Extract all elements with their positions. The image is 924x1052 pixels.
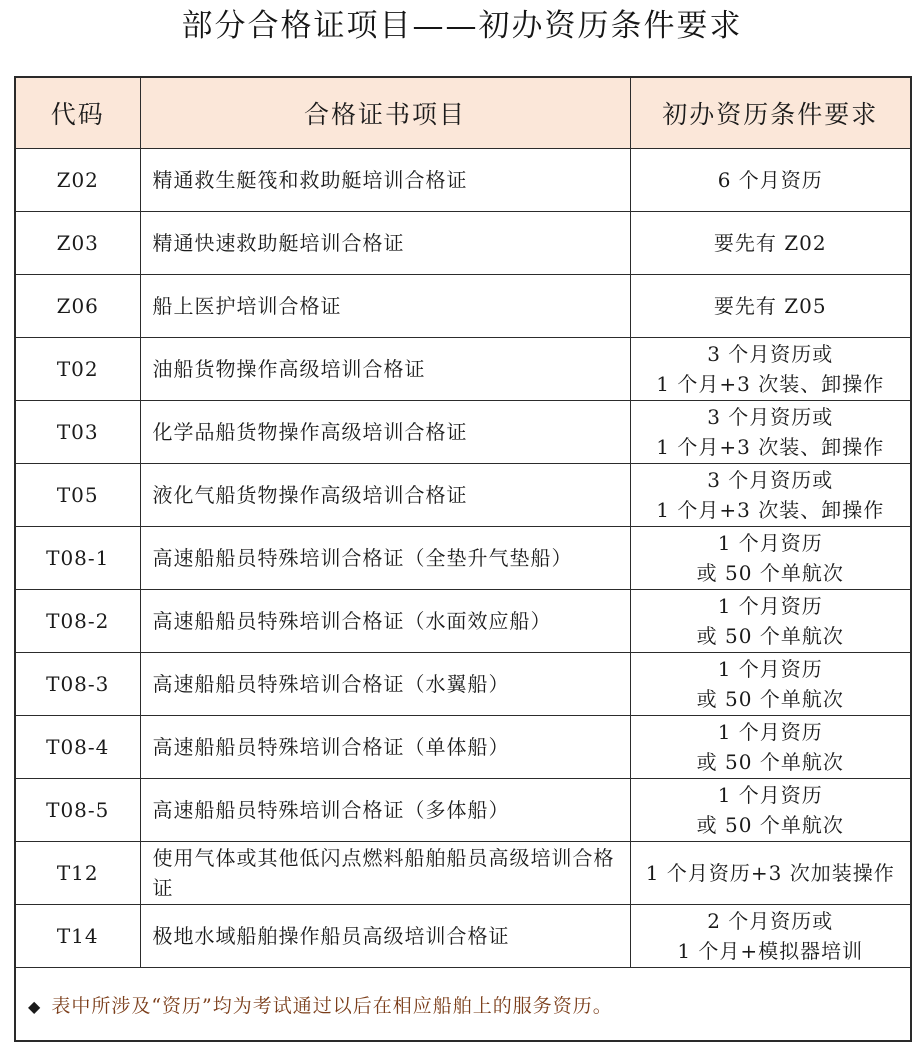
cell-code: T02 xyxy=(16,338,140,401)
requirement-line: 1 个月+模拟器培训 xyxy=(677,939,864,963)
cell-certificate-item: 使用气体或其他低闪点燃料船舶船员高级培训合格证 xyxy=(140,842,630,905)
table-row xyxy=(16,401,910,464)
cell-requirement xyxy=(630,653,910,716)
cell-requirement xyxy=(630,716,910,779)
table-row xyxy=(16,275,910,338)
cell-code: T08-4 xyxy=(16,716,140,779)
table-frame xyxy=(14,76,912,1042)
cell-requirement xyxy=(630,275,910,338)
cell-certificate-item: 极地水域船舶操作船员高级培训合格证 xyxy=(140,905,630,968)
cell-requirement xyxy=(630,338,910,401)
table-row xyxy=(16,779,910,842)
requirement-line: 1 个月+3 次装、卸操作 xyxy=(656,498,885,522)
cell-requirement xyxy=(630,149,910,212)
cell-requirement xyxy=(630,527,910,590)
requirement-line: 1 个月资历 xyxy=(717,720,823,744)
cell-code: T08-1 xyxy=(16,527,140,590)
cell-code: T08-3 xyxy=(16,653,140,716)
cell-certificate-item: 高速船船员特殊培训合格证（水翼船） xyxy=(140,653,630,716)
table-row xyxy=(16,212,910,275)
cell-certificate-item: 高速船船员特殊培训合格证（单体船） xyxy=(140,716,630,779)
table-row xyxy=(16,464,910,527)
requirement-line: 或 50 个单航次 xyxy=(696,561,844,585)
requirement-line: 或 50 个单航次 xyxy=(696,687,844,711)
cell-code: T12 xyxy=(16,842,140,905)
requirement-line: 3 个月资历或 xyxy=(707,468,834,492)
table-row xyxy=(16,905,910,968)
requirement-line: 3 个月资历或 xyxy=(707,342,834,366)
table-row xyxy=(16,653,910,716)
table-row xyxy=(16,338,910,401)
cell-certificate-item: 化学品船货物操作高级培训合格证 xyxy=(140,401,630,464)
cell-requirement xyxy=(630,842,910,905)
cell-certificate-item: 精通快速救助艇培训合格证 xyxy=(140,212,630,275)
table-row xyxy=(16,842,910,905)
cell-requirement xyxy=(630,212,910,275)
requirement-line: 1 个月资历 xyxy=(717,594,823,618)
requirement-line: 要先有 Z05 xyxy=(713,294,827,318)
header-code: 代码 xyxy=(16,78,140,149)
cell-code: Z02 xyxy=(16,149,140,212)
cell-certificate-item: 精通救生艇筏和救助艇培训合格证 xyxy=(140,149,630,212)
requirement-line: 或 50 个单航次 xyxy=(696,750,844,774)
cell-requirement xyxy=(630,401,910,464)
requirement-line: 1 个月资历+3 次加装操作 xyxy=(645,861,895,885)
requirement-line: 或 50 个单航次 xyxy=(696,813,844,837)
cell-certificate-item: 液化气船货物操作高级培训合格证 xyxy=(140,464,630,527)
header-requirement: 初办资历条件要求 xyxy=(630,78,910,149)
cell-code: T08-5 xyxy=(16,779,140,842)
cell-requirement xyxy=(630,590,910,653)
requirement-line: 6 个月资历 xyxy=(717,168,823,192)
page-title: 部分合格证项目——初办资历条件要求 xyxy=(181,8,743,44)
header-item: 合格证书项目 xyxy=(140,78,630,149)
requirement-line: 1 个月资历 xyxy=(717,783,823,807)
cell-certificate-item: 船上医护培训合格证 xyxy=(140,275,630,338)
requirement-line: 2 个月资历或 xyxy=(707,909,834,933)
cell-certificate-item: 高速船船员特殊培训合格证（全垫升气垫船） xyxy=(140,527,630,590)
table-row xyxy=(16,527,910,590)
table-row xyxy=(16,149,910,212)
cell-requirement xyxy=(630,779,910,842)
footnote xyxy=(28,984,898,1028)
cell-code: T03 xyxy=(16,401,140,464)
requirement-line: 或 50 个单航次 xyxy=(696,624,844,648)
cell-certificate-item: 高速船船员特殊培训合格证（多体船） xyxy=(140,779,630,842)
requirement-line: 1 个月+3 次装、卸操作 xyxy=(656,372,885,396)
diamond-bullet-icon: ◆ xyxy=(28,997,42,1016)
cell-requirement xyxy=(630,905,910,968)
cell-code: Z03 xyxy=(16,212,140,275)
requirement-line: 要先有 Z02 xyxy=(713,231,827,255)
cell-code: T14 xyxy=(16,905,140,968)
table-header-row xyxy=(16,78,910,149)
table-row xyxy=(16,590,910,653)
cell-code: Z06 xyxy=(16,275,140,338)
cell-code: T05 xyxy=(16,464,140,527)
table-row xyxy=(16,716,910,779)
table-body xyxy=(16,149,910,968)
requirement-line: 1 个月+3 次装、卸操作 xyxy=(656,435,885,459)
cell-code: T08-2 xyxy=(16,590,140,653)
cell-requirement xyxy=(630,464,910,527)
cell-certificate-item: 高速船船员特殊培训合格证（水面效应船） xyxy=(140,590,630,653)
requirement-line: 3 个月资历或 xyxy=(707,405,834,429)
footnote-text: 表中所涉及“资历”均为考试通过以后在相应船舶上的服务资历。 xyxy=(51,995,613,1017)
cell-certificate-item: 油船货物操作高级培训合格证 xyxy=(140,338,630,401)
requirement-line: 1 个月资历 xyxy=(717,531,823,555)
requirements-table xyxy=(16,78,910,968)
requirement-line: 1 个月资历 xyxy=(717,657,823,681)
